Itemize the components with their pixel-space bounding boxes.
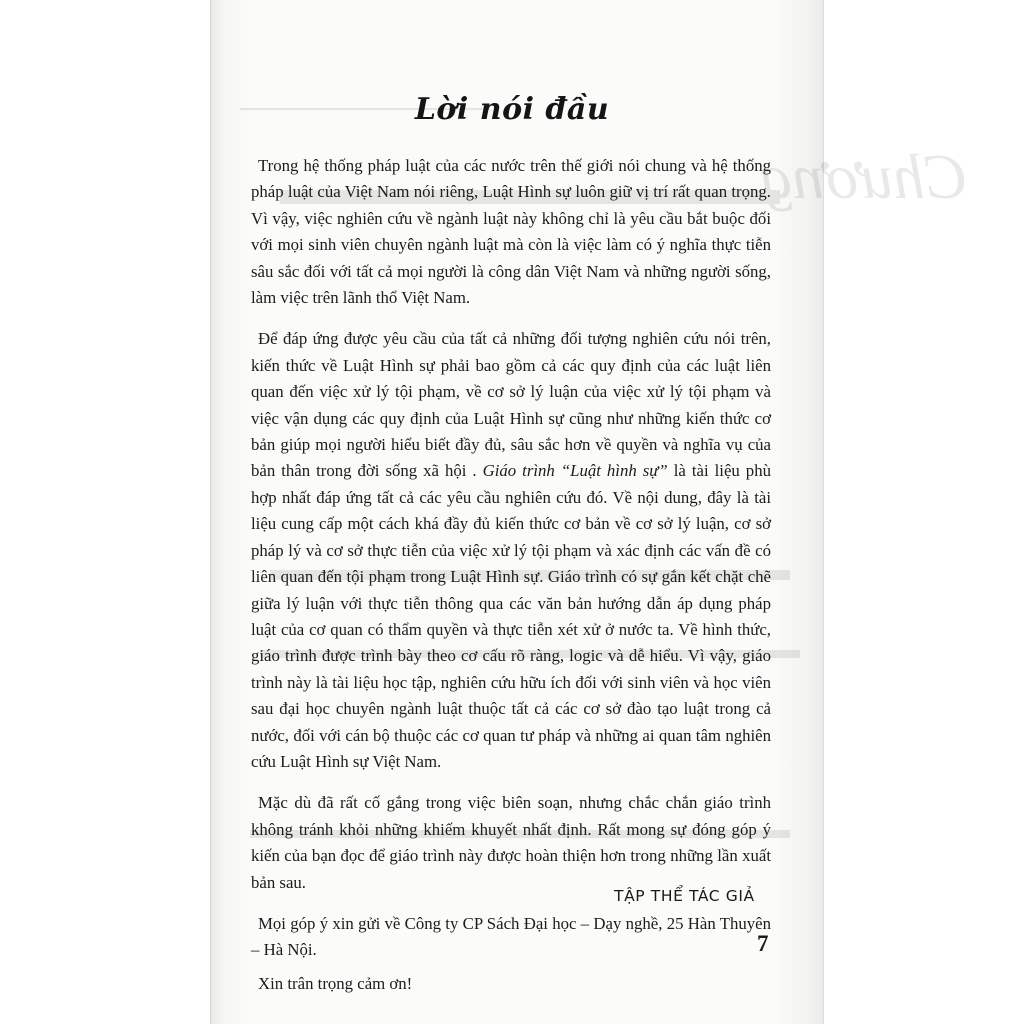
page-number: 7 [757,931,769,956]
show-through-heading: Chương [760,141,968,212]
paragraph-intro: Trong hệ thống pháp luật của các nước trên thế giới nói chung và hệ thống pháp luật của Việt Nam nói riêng, Luật Hình sự luôn giữ vị trí rất quan trọng. Vì vậy, việc nghiên cứu về ngành luật này không chỉ là yêu cầu bắt buộc đối với mọi sinh viên chuyên ngành luật mà còn là việc làm có ý nghĩa thực tiễn sâu sắc đối với tất cả mọi người là công dân Việt Nam và những người sống, làm việc trên lãnh thổ Việt Nam. [251,156,771,308]
author-signature: TẬP THỂ TÁC GIẢ [614,887,755,905]
paragraph-purpose [251,326,771,775]
textbook-title: Giáo trình “Luật hình sự” [482,461,668,481]
paragraph-apology: Mặc dù đã rất cố gắng trong việc biên soạn, nhưng chắc chắn giáo trình không tránh khỏi những khiếm khuyết nhất định. Rất mong sự đóng góp ý kiến của bạn đọc để giáo trình này được hoàn thiện hơn trong những lần xuất bản sau. [251,793,771,892]
paragraph-purpose-continued: là tài liệu phù hợp nhất đáp ứng tất cả các yêu cầu nghiên cứu đó. Về nội dung, đây là tài liệu cung cấp một cách khá đầy đủ kiến thức cơ bản về cơ sở lý luận, cơ sở pháp lý và cơ sở thực tiễn của việc xử lý tội phạm và xác định các vấn đề có liên quan đến tội phạm trong Luật Hình sự. Giáo trình có sự gắn kết chặt chẽ giữa lý luận với thực tiễn thông qua các văn bản hướng dẫn áp dụng pháp luật của cơ quan có thẩm quyền và thực tiễn xét xử ở nước ta. Về hình thức, giáo trình được trình bày theo cơ cấu rõ ràng, logic và dễ hiểu. Vì vậy, giáo trình này là tài liệu học tập, nghiên cứu hữu ích đối với sinh viên và học viên sau đại học chuyên ngành luật thuộc tất cả các cơ sở đào tạo luật trong cả nước, đối với cán bộ thuộc các cơ quan tư pháp và những ai quan tâm nghiên cứu Luật Hình sự Việt Nam. [251,461,771,771]
page-title: Lời nói đầu [414,92,610,127]
preface-body [251,153,771,1012]
paragraph-contact: Mọi góp ý xin gửi về Công ty CP Sách Đại học – Dạy nghề, 25 Hàn Thuyên – Hà Nội. [251,913,771,960]
paragraph-thanks: Xin trân trọng cảm ơn! [258,973,413,993]
paragraph-purpose-text: Để đáp ứng được yêu cầu của tất cả những đối tượng nghiên cứu nói trên, kiến thức về Luật Hình sự phải bao gồm cả các quy định của các luật liên quan đến việc xử lý tội phạm, về cơ sở lý luận của việc xử lý tội phạm và việc vận dụng các quy định của Luật Hình sự cũng như những kiến thức cơ bản giúp mọi người hiểu biết đầy đủ, sâu sắc hơn về quyền và nghĩa vụ của bản thân trong đời sống xã hội . [251,329,771,481]
